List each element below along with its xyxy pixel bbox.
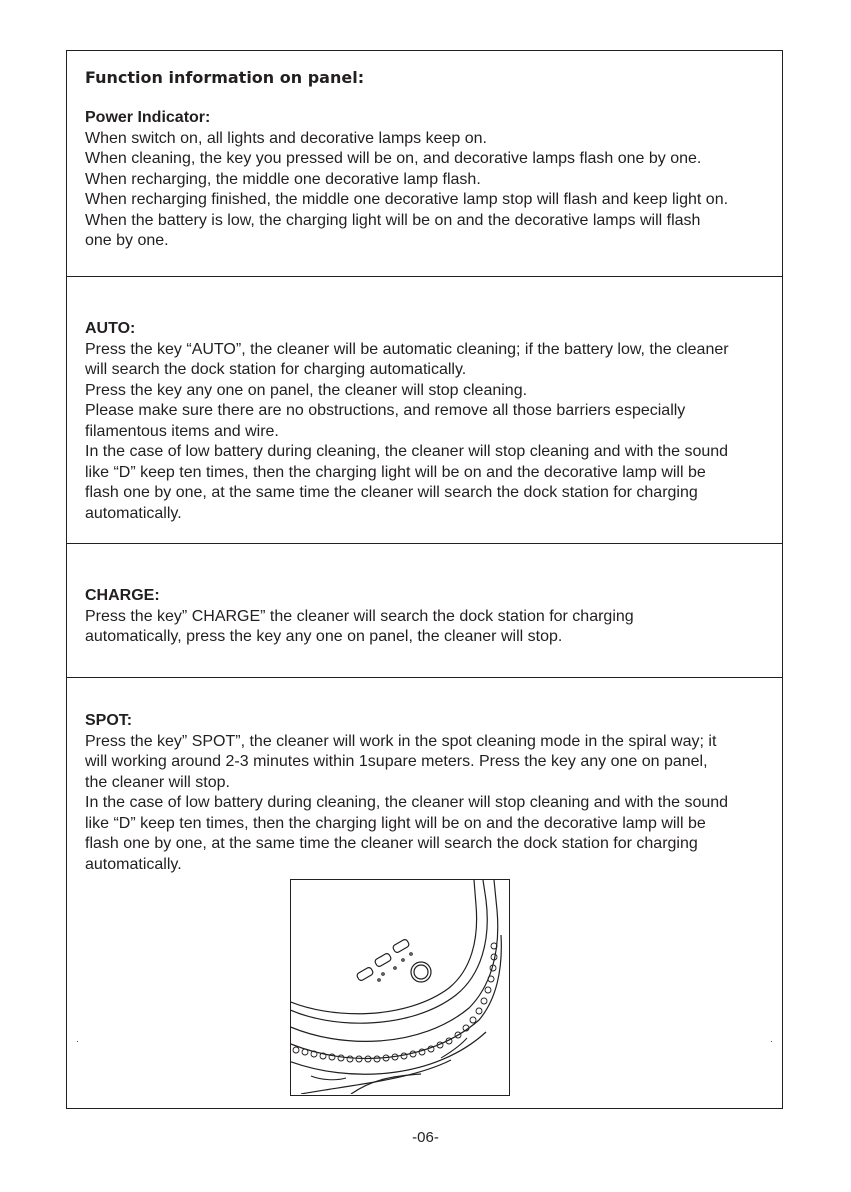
auto-line: Press the key any one on panel, the cleaner will stop cleaning.: [85, 381, 528, 399]
page-number: -06-: [412, 1129, 439, 1146]
power-line: When cleaning, the key you pressed will be on, and decorative lamps flash one by one.: [85, 150, 702, 167]
auto-line: Press the key “AUTO”, the cleaner will be automatic cleaning; if the battery low, the cleaner: [85, 340, 729, 358]
spot-line: the cleaner will stop.: [85, 773, 230, 791]
robot-vacuum-drawing: [291, 880, 509, 1094]
charge-line: Press the key” CHARGE” the cleaner will search the dock station for charging: [85, 607, 634, 625]
stray-mark: [77, 1041, 78, 1042]
auto-line: automatically.: [85, 504, 182, 522]
robot-vacuum-illustration: [290, 879, 510, 1096]
spot-line: In the case of low battery during cleaning, the cleaner will stop cleaning and with the sound: [85, 794, 729, 811]
page-title: Function information on panel:: [85, 68, 365, 87]
power-indicator-heading: Power Indicator:: [85, 109, 211, 126]
charge-line: automatically, press the key any one on panel, the cleaner will stop.: [85, 628, 563, 645]
power-line: When switch on, all lights and decorative lamps keep on.: [85, 129, 487, 147]
auto-line: In the case of low battery during cleaning, the cleaner will stop cleaning and with the sound: [85, 443, 729, 460]
stray-mark: [771, 1041, 772, 1042]
auto-line: like “D” keep ten times, then the charging light will be on and the decorative lamp will be: [85, 463, 706, 481]
power-line: When recharging, the middle one decorative lamp flash.: [85, 170, 481, 188]
charge-heading: CHARGE:: [85, 587, 160, 604]
spot-line: flash one by one, at the same time the cleaner will search the dock station for charging: [85, 835, 698, 852]
power-line: one by one.: [85, 232, 169, 249]
power-indicator-section: [67, 67, 782, 252]
power-line: When the battery is low, the charging light will be on and the decorative lamps will flash: [85, 211, 701, 229]
spot-line: Press the key” SPOT”, the cleaner will work in the spot cleaning mode in the spiral way; it: [85, 732, 717, 750]
spot-heading: SPOT:: [85, 712, 133, 729]
spot-section: [67, 711, 782, 875]
auto-line: Please make sure there are no obstructions, and remove all those barriers especially: [85, 402, 686, 419]
section-divider: [67, 543, 782, 544]
auto-section: [67, 319, 782, 524]
auto-line: flash one by one, at the same time the cleaner will search the dock station for charging: [85, 484, 698, 501]
auto-line: will search the dock station for charging automatically.: [85, 361, 467, 378]
auto-heading: AUTO:: [85, 320, 136, 337]
section-divider: [67, 276, 782, 277]
power-line: When recharging finished, the middle one decorative lamp stop will flash and keep light on.: [85, 191, 729, 208]
spot-line: like “D” keep ten times, then the charging light will be on and the decorative lamp will be: [85, 814, 706, 832]
charge-section: [67, 586, 782, 648]
section-divider: [67, 677, 782, 678]
spot-line: automatically.: [85, 855, 182, 873]
auto-line: filamentous items and wire.: [85, 422, 279, 440]
spot-line: will working around 2-3 minutes within 1supare meters. Press the key any one on panel,: [85, 753, 708, 770]
